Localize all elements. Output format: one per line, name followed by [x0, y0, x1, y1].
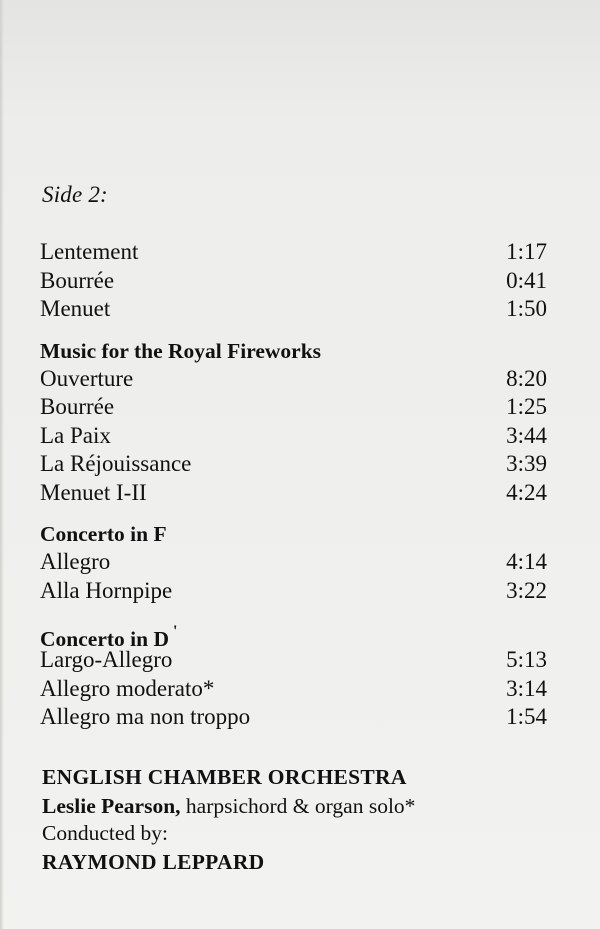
- track-row: [40, 238, 547, 267]
- track-title: La Réjouissance: [40, 451, 192, 476]
- side-label: Side 2:: [42, 182, 108, 207]
- track-duration: 1:54: [506, 704, 547, 729]
- track-duration: 3:44: [506, 422, 547, 448]
- track-title: La Paix: [40, 422, 111, 448]
- orchestra-name: ENGLISH CHAMBER ORCHESTRA: [42, 765, 407, 789]
- performer-credits: [42, 762, 415, 877]
- conducted-by-label: Conducted by:: [42, 821, 168, 845]
- work-heading-text: Concerto in D: [40, 627, 169, 651]
- track-row: [40, 450, 547, 479]
- track-duration: 4:24: [506, 479, 547, 505]
- track-row: [40, 646, 547, 675]
- track-row: [40, 577, 547, 606]
- track-row: [40, 422, 547, 451]
- track-duration: 1:17: [506, 239, 547, 264]
- track-title: Allegro ma non troppo: [40, 704, 251, 729]
- track-duration: 1:50: [506, 296, 547, 321]
- track-duration: 5:13: [506, 647, 547, 672]
- work-heading-royal-fireworks: Music for the Royal Fireworks: [40, 338, 322, 363]
- track-title: Allegro moderato*: [40, 675, 215, 701]
- work-heading-concerto-d: [40, 618, 547, 651]
- track-row: [40, 365, 547, 394]
- card-edge-shadow: [0, 0, 4, 929]
- track-duration: 0:41: [506, 267, 547, 293]
- track-duration: 8:20: [506, 365, 547, 391]
- soloist-role: harpsichord & organ solo*: [180, 794, 416, 818]
- track-title: Menuet: [40, 296, 111, 321]
- ink-mark: ': [172, 623, 178, 640]
- track-title: Bourrée: [40, 267, 115, 293]
- track-title: Lentement: [40, 239, 139, 264]
- group-spacer: [40, 507, 547, 518]
- track-row: [40, 675, 547, 704]
- conductor-name: RAYMOND LEPPARD: [42, 850, 265, 874]
- track-duration: 3:39: [506, 451, 547, 476]
- track-row: [40, 548, 547, 577]
- track-title: Bourrée: [40, 394, 115, 419]
- track-row: [40, 479, 547, 508]
- track-title: Ouverture: [40, 365, 134, 391]
- track-title: Alla Hornpipe: [40, 577, 173, 603]
- track-row: [40, 393, 547, 422]
- track-duration: 1:25: [506, 394, 547, 419]
- group-spacer: [40, 324, 547, 335]
- track-title: Menuet I-II: [40, 479, 147, 505]
- track-row: [40, 295, 547, 324]
- track-row: [40, 703, 547, 732]
- work-heading-concerto-f: Concerto in F: [40, 522, 167, 546]
- group-spacer: [40, 605, 547, 616]
- track-listing: [40, 238, 547, 732]
- track-title: Largo-Allegro: [40, 647, 173, 672]
- track-duration: 3:22: [506, 577, 547, 603]
- track-title: Allegro: [40, 549, 111, 574]
- soloist-name: Leslie Pearson,: [42, 794, 181, 818]
- track-duration: 3:14: [506, 675, 547, 701]
- soloist-line: [42, 792, 415, 820]
- track-row: [40, 267, 547, 296]
- track-duration: 4:14: [506, 549, 547, 574]
